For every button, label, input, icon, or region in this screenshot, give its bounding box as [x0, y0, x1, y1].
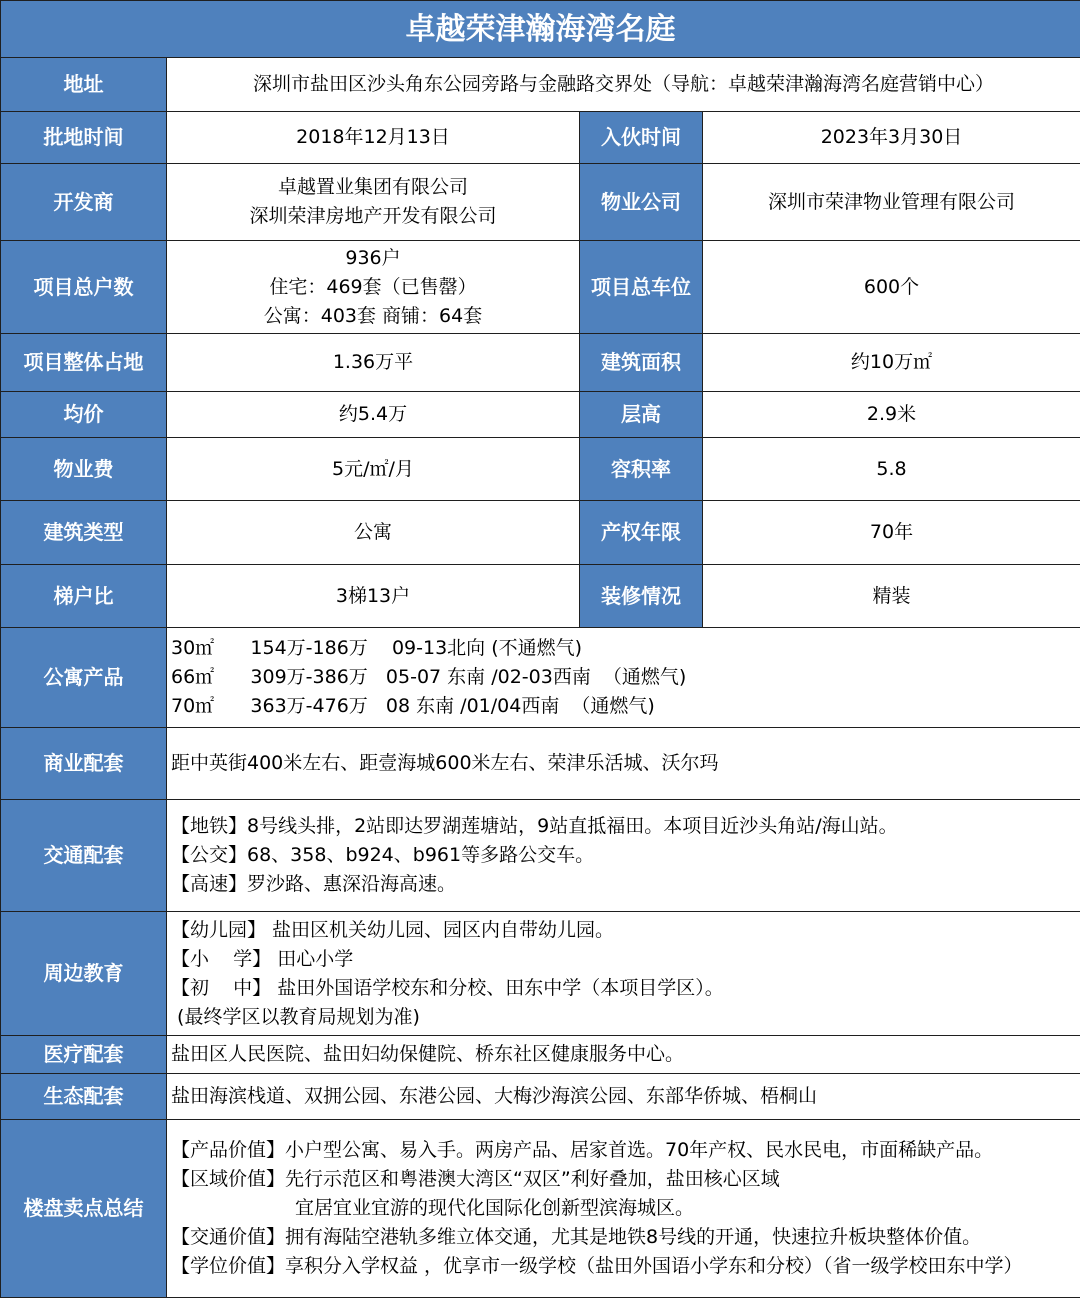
- building-type-value: 公寓: [167, 501, 580, 565]
- plot-ratio-value: 5.8: [703, 438, 1080, 501]
- floor-height-value: 2.9米: [703, 392, 1080, 438]
- plot-ratio-label: 容积率: [580, 438, 703, 501]
- apartment-line: 70㎡ 363万-476万 08 东南 /01/04西南 （通燃气): [171, 692, 1080, 721]
- apartment-value: [167, 628, 1080, 728]
- tenure-label: 产权年限: [580, 501, 703, 565]
- commercial-label: 商业配套: [1, 728, 167, 800]
- parking-label: 项目总车位: [580, 241, 703, 334]
- education-line: (最终学区以教育局规划为准): [171, 1003, 1080, 1032]
- apartment-line: 30㎡ 154万-186万 09-13北向 (不通燃气): [171, 634, 1080, 663]
- households-line: 住宅：469套（已售罄）: [167, 273, 579, 302]
- transport-line: 【高速】罗沙路、惠深沿海高速。: [171, 870, 1080, 899]
- address-label: 地址: [1, 58, 167, 112]
- apartment-line: 66㎡ 309万-386万 05-07 东南 /02-03西南 （通燃气): [171, 663, 1080, 692]
- apartment-label: 公寓产品: [1, 628, 167, 728]
- transport-line: 【地铁】8号线头排，2站即达罗湖莲塘站，9站直抵福田。本项目近沙头角站/海山站。: [171, 812, 1080, 841]
- developer-label: 开发商: [1, 164, 167, 241]
- selling-point-line: 【交通价值】拥有海陆空港轨多维立体交通，尤其是地铁8号线的开通，快速拉升板块整体价值。: [171, 1223, 1080, 1252]
- education-line: 【初 中】 盐田外国语学校东和分校、田东中学（本项目学区）。: [171, 974, 1080, 1003]
- education-line: 【小 学】 田心小学: [171, 945, 1080, 974]
- land-area-label: 项目整体占地: [1, 334, 167, 392]
- decoration-value: 精装: [703, 565, 1080, 628]
- land-date-value: 2018年12月13日: [167, 112, 580, 164]
- developer-line: 卓越置业集团有限公司: [167, 173, 579, 202]
- mgmt-fee-value: 5元/㎡/月: [167, 438, 580, 501]
- floor-height-label: 层高: [580, 392, 703, 438]
- parking-value: 600个: [703, 241, 1080, 334]
- mgmt-fee-label: 物业费: [1, 438, 167, 501]
- selling-points-label: 楼盘卖点总结: [1, 1120, 167, 1298]
- commercial-value: 距中英街400米左右、距壹海城600米左右、荣津乐活城、沃尔玛: [167, 728, 1080, 800]
- table-title: 卓越荣津瀚海湾名庭: [1, 1, 1080, 58]
- property-company-label: 物业公司: [580, 164, 703, 241]
- transport-line: 【公交】68、358、b924、b961等多路公交车。: [171, 841, 1080, 870]
- elevator-ratio-value: 3梯13户: [167, 565, 580, 628]
- ecology-label: 生态配套: [1, 1074, 167, 1120]
- address-value: 深圳市盐田区沙头角东公园旁路与金融路交界处（导航：卓越荣津瀚海湾名庭营销中心）: [167, 58, 1080, 112]
- building-area-value: 约10万㎡: [703, 334, 1080, 392]
- selling-points-value: [167, 1120, 1080, 1298]
- move-in-label: 入伙时间: [580, 112, 703, 164]
- ecology-value: 盐田海滨栈道、双拥公园、东港公园、大梅沙海滨公园、东部华侨城、梧桐山: [167, 1074, 1080, 1120]
- education-value: [167, 912, 1080, 1036]
- education-label: 周边教育: [1, 912, 167, 1036]
- developer-line: 深圳荣津房地产开发有限公司: [167, 202, 579, 231]
- medical-label: 医疗配套: [1, 1036, 167, 1074]
- transport-label: 交通配套: [1, 800, 167, 912]
- transport-value: [167, 800, 1080, 912]
- building-area-label: 建筑面积: [580, 334, 703, 392]
- developer-value: [167, 164, 580, 241]
- avg-price-label: 均价: [1, 392, 167, 438]
- decoration-label: 装修情况: [580, 565, 703, 628]
- households-line: 936户: [167, 244, 579, 273]
- selling-point-line: 【学位价值】享积分入学权益 ，优享市一级学校（盐田外国语小学东和分校）（省一级学校田东中学）: [171, 1252, 1080, 1281]
- education-line: 【幼儿园】 盐田区机关幼儿园、园区内自带幼儿园。: [171, 916, 1080, 945]
- land-area-value: 1.36万平: [167, 334, 580, 392]
- avg-price-value: 约5.4万: [167, 392, 580, 438]
- selling-point-line: 宜居宜业宜游的现代化国际化创新型滨海城区。: [171, 1194, 1080, 1223]
- medical-value: 盐田区人民医院、盐田妇幼保健院、桥东社区健康服务中心。: [167, 1036, 1080, 1074]
- households-label: 项目总户数: [1, 241, 167, 334]
- building-type-label: 建筑类型: [1, 501, 167, 565]
- tenure-value: 70年: [703, 501, 1080, 565]
- selling-point-line: 【产品价值】小户型公寓、易入手。两房产品、居家首选。70年产权、民水民电，市面稀缺产品。: [171, 1136, 1080, 1165]
- move-in-value: 2023年3月30日: [703, 112, 1080, 164]
- selling-point-line: 【区域价值】先行示范区和粤港澳大湾区“双区”利好叠加，盐田核心区域: [171, 1165, 1080, 1194]
- households-value: [167, 241, 580, 334]
- land-date-label: 批地时间: [1, 112, 167, 164]
- property-company-value: 深圳市荣津物业管理有限公司: [703, 164, 1080, 241]
- households-line: 公寓：403套 商铺：64套: [167, 302, 579, 331]
- elevator-ratio-label: 梯户比: [1, 565, 167, 628]
